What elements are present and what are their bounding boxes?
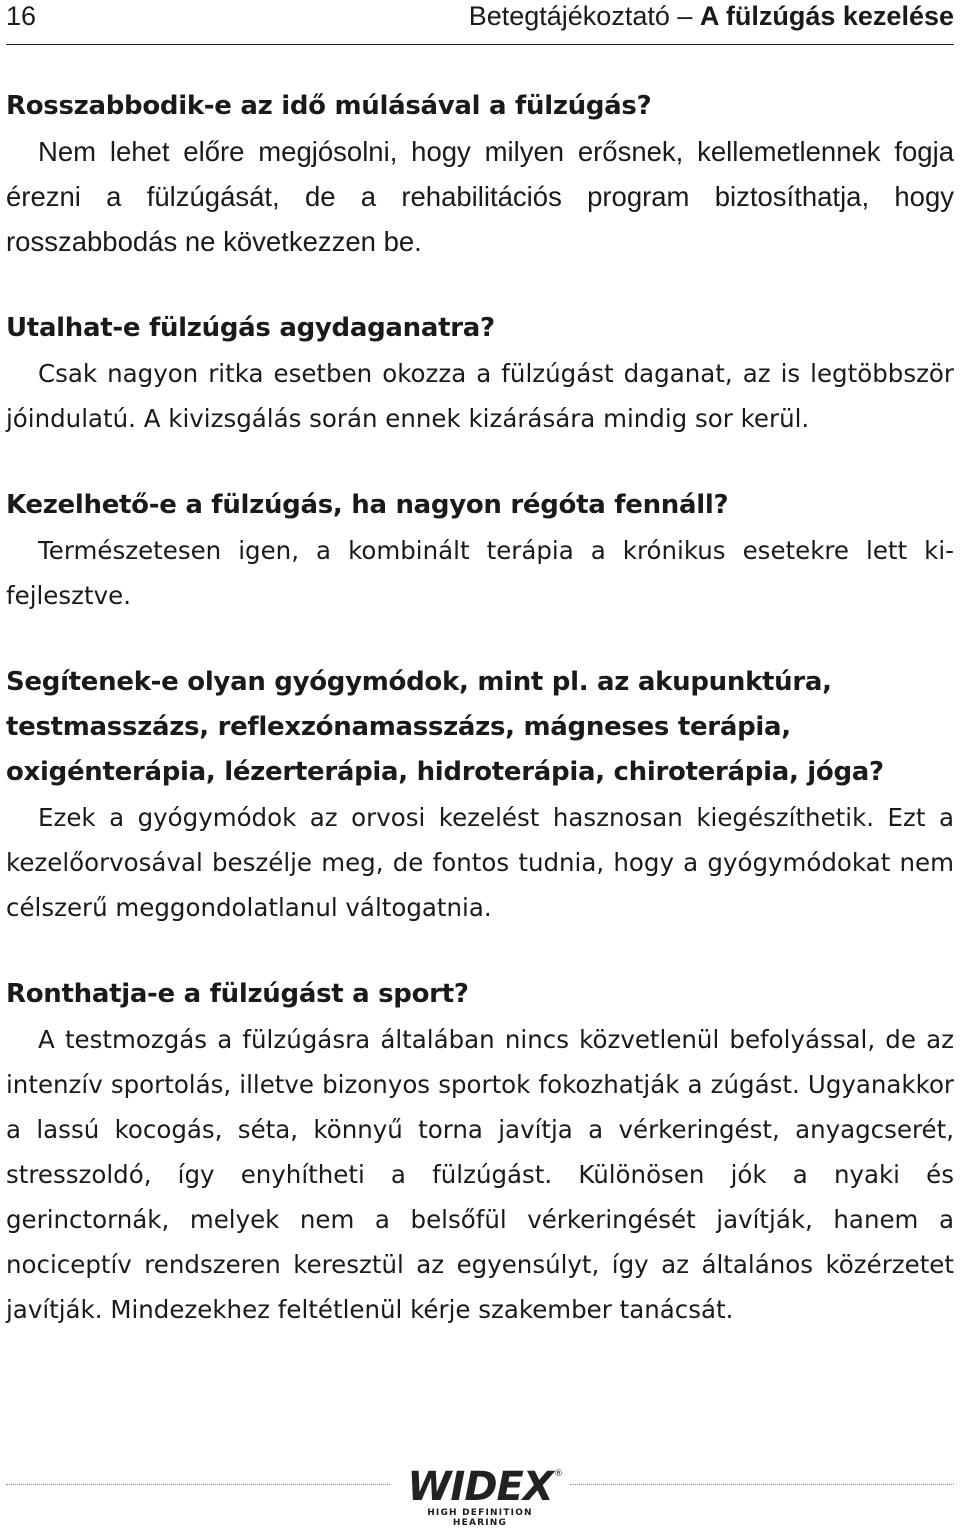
- footer-divider-left: [6, 1484, 390, 1485]
- logo-tagline: HIGH DEFINITION HEARING: [427, 1508, 533, 1528]
- faq-section: [6, 84, 954, 264]
- logo-text: WIDEX: [407, 1464, 553, 1510]
- faq-section: [6, 660, 954, 930]
- footer-divider-right: [570, 1484, 954, 1485]
- faq-answer: A testmozgás a fülzúgásra általában nincs közvetlenül befolyással, de az intenzív sportolás, illetve bizonyos sportok fokozhatják a zúgást. Ugyanakkor a lassú kocogás, séta, könnyű torna javítja a vérkeringést, anyagcserét, stresszoldó, így enyhítheti a fülzúgást. Különösen jók a nyaki és gerinctornák, melyek nem a belsőfül vérkeringését javítják, hanem a nociceptív rendszeren keresztül az egyensúlyt, így az általános közérzetet javítják. Mindezekhez feltétlenül kérje szakember tanácsát.: [6, 1025, 954, 1324]
- page-header: [6, 0, 954, 45]
- faq-question: Ronthatja-e a fülzúgást a sport?: [6, 979, 469, 1009]
- faq-question: Utalhat-e fülzúgás agydaganatra?: [6, 313, 495, 343]
- running-title-bold: A fülzúgás kezelése: [699, 1, 954, 31]
- faq-answer: Természetesen igen, a kombinált terápia a krónikus esetekre lett kifejlesztve.: [6, 536, 954, 610]
- page-number: 16: [6, 1, 37, 31]
- running-title: [469, 1, 954, 32]
- faq-answer: Nem lehet előre megjósolni, hogy milyen erősnek, kellemetlennek fogja érezni a fülzúgását, de a rehabilitációs program biztosíthatja, hogy rosszabbodás ne következzen be.: [6, 136, 954, 257]
- running-title-prefix: Betegtájékoztató –: [468, 1, 700, 31]
- faq-question: Segítenek-e olyan gyógymódok, mint pl. az akupunktúra, testmasszázs, reflexzónamasszázs, mágneses terápia, oxigénterápia, lézerterápia, hidroterápia, chiroterápia, jóga?: [6, 667, 884, 787]
- faq-section: [6, 483, 954, 618]
- faq-answer: Csak nagyon ritka esetben okozza a fülzúgást daganat, az is legtöbbször jóindulatú. A kivizsgálás során ennek kizárására mindig sor kerül.: [6, 359, 954, 433]
- faq-question: Kezelhető-e a fülzúgás, ha nagyon régóta fennáll?: [6, 490, 729, 520]
- registered-mark: ®: [554, 1469, 563, 1479]
- page-footer: [0, 1464, 960, 1529]
- faq-answer: Ezek a gyógymódok az orvosi kezelést hasznosan kiegészíthetik. Ezt a kezelőorvosával beszélje meg, de fontos tudnia, hogy a gyógymódokat nem célszerű meggondolatlanul váltogatnia.: [6, 803, 954, 922]
- widex-logo-wordmark: [400, 1464, 563, 1510]
- widex-logo: [400, 1464, 563, 1528]
- faq-question: Rosszabbodik-e az idő múlásával a fülzúgás?: [6, 91, 652, 121]
- faq-section: [6, 306, 954, 441]
- page-content: [6, 84, 954, 1374]
- faq-section: [6, 972, 954, 1332]
